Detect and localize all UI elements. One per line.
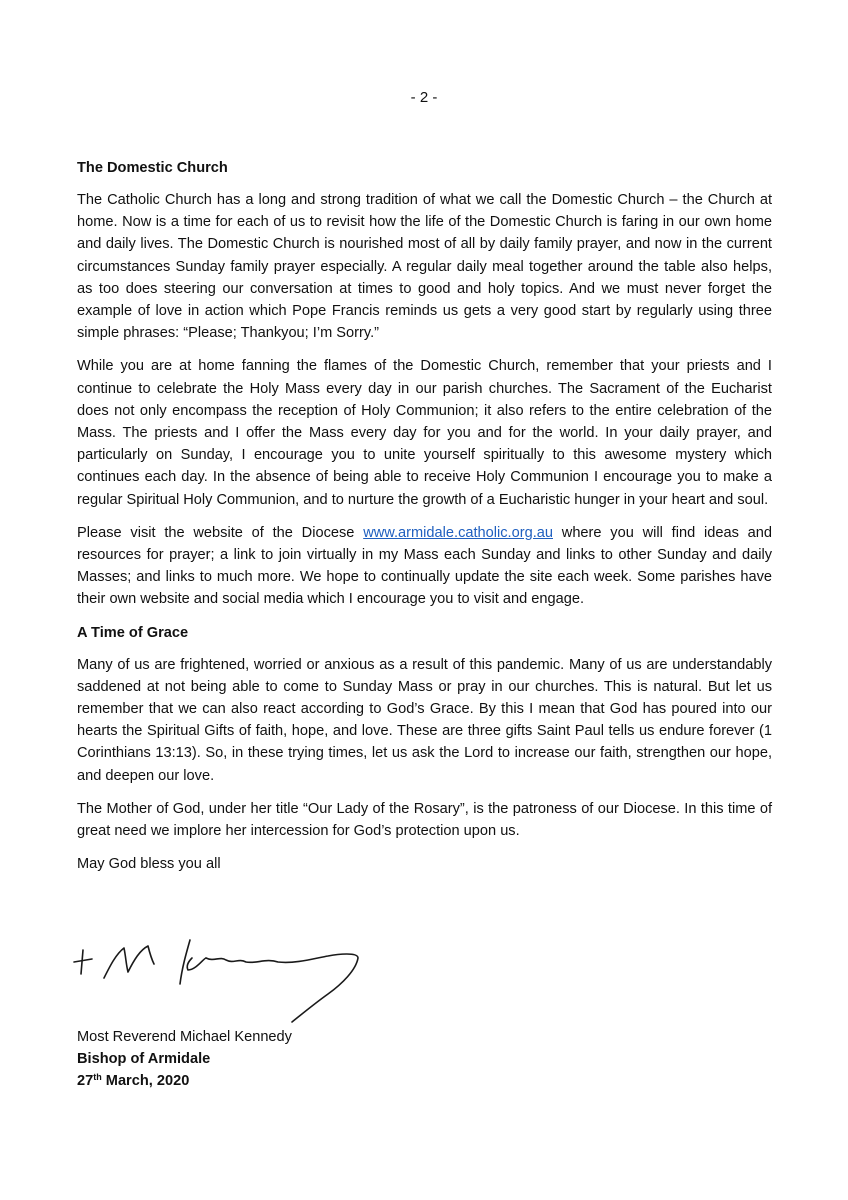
date-suffix: th [93, 1072, 102, 1082]
paragraph-time-of-grace-2: The Mother of God, under her title “Our Lady of the Rosary”, is the patroness of our Diocese. In this time of great need we implore her intercession for God’s protection upon us. [77, 800, 772, 840]
diocese-website-link[interactable]: www.armidale.catholic.org.au [363, 524, 553, 541]
section-heading-time-of-grace: A Time of Grace [77, 624, 189, 641]
paragraph-domestic-church-2: While you are at home fanning the flames of the Domestic Church, remember that your priests and I continue to celebrate the Holy Mass every day in our parish churches. The Sacrament of the Eucharist does not only encompass the reception of Holy Communion; it also refers to the entire celebration of the Mass. The priests and I offer the Mass every day for you and for the world. In your daily prayer, and particularly on Sunday, I encourage you to unite yourself spiritually to this awesome mystery which continues each day. In the absence of being able to receive Holy Communion I encourage you to make a regular Spiritual Holy Communion, and to nurture the growth of a Eucharistic hunger in your heart and soul. [77, 358, 772, 508]
handwritten-signature [66, 928, 366, 1028]
paragraph-time-of-grace-1: Many of us are frightened, worried or anxious as a result of this pandemic. Many of us are understandably saddened at not being able to come to Sunday Mass or pray in our churches. This is natural. But let us remember that we can also react according to God’s Grace. By this I mean that God has poured into our hearts the Spiritual Gifts of faith, hope, and love. These are three gifts Saint Paul tells us endure forever (1 Corinthians 13:13). So, in these trying times, let us ask the Lord to increase our faith, strengthen our hope, and deepen our love. [77, 656, 772, 784]
paragraph-domestic-church-1: The Catholic Church has a long and strong tradition of what we call the Domestic Church – the Church at home. Now is a time for each of us to revisit how the life of the Domestic Church is faring in our own home and daily lives. The Domestic Church is nourished most of all by daily family prayer, and now in the current circumstances Sunday family prayer especially. A regular daily meal together around the table also helps, as too does steering our conversation at times to good and holy topics. And we must never forget the example of love in action which Pope Francis reminds us gets a very good start by regularly using three simple phrases: “Please; Thankyou; I’m Sorry.” [77, 192, 772, 342]
signatory-name: Most Reverend Michael Kennedy [77, 1029, 292, 1045]
date-month-year: March, 2020 [101, 1073, 190, 1089]
paragraph-website [77, 522, 772, 611]
date-day: 27 [77, 1073, 94, 1089]
letter-body [77, 157, 772, 886]
website-text-before: Please visit the website of the Diocese [77, 524, 364, 541]
letter-date [77, 1070, 292, 1092]
closing-blessing: May God bless you all [77, 856, 221, 873]
page-number: - 2 - [410, 89, 438, 106]
website-text-after: where you will find ideas and resources for prayer; a link to join virtually in my Mass each Sunday and links to other Sunday and daily Masses; and links to much more. We hope to continually update the site each week. Some parishes have their own website and social media which I encourage you to visit and engage. [77, 524, 773, 608]
section-heading-domestic-church: The Domestic Church [77, 160, 228, 176]
signature-block [77, 1026, 292, 1092]
signatory-title: Bishop of Armidale [77, 1051, 211, 1067]
